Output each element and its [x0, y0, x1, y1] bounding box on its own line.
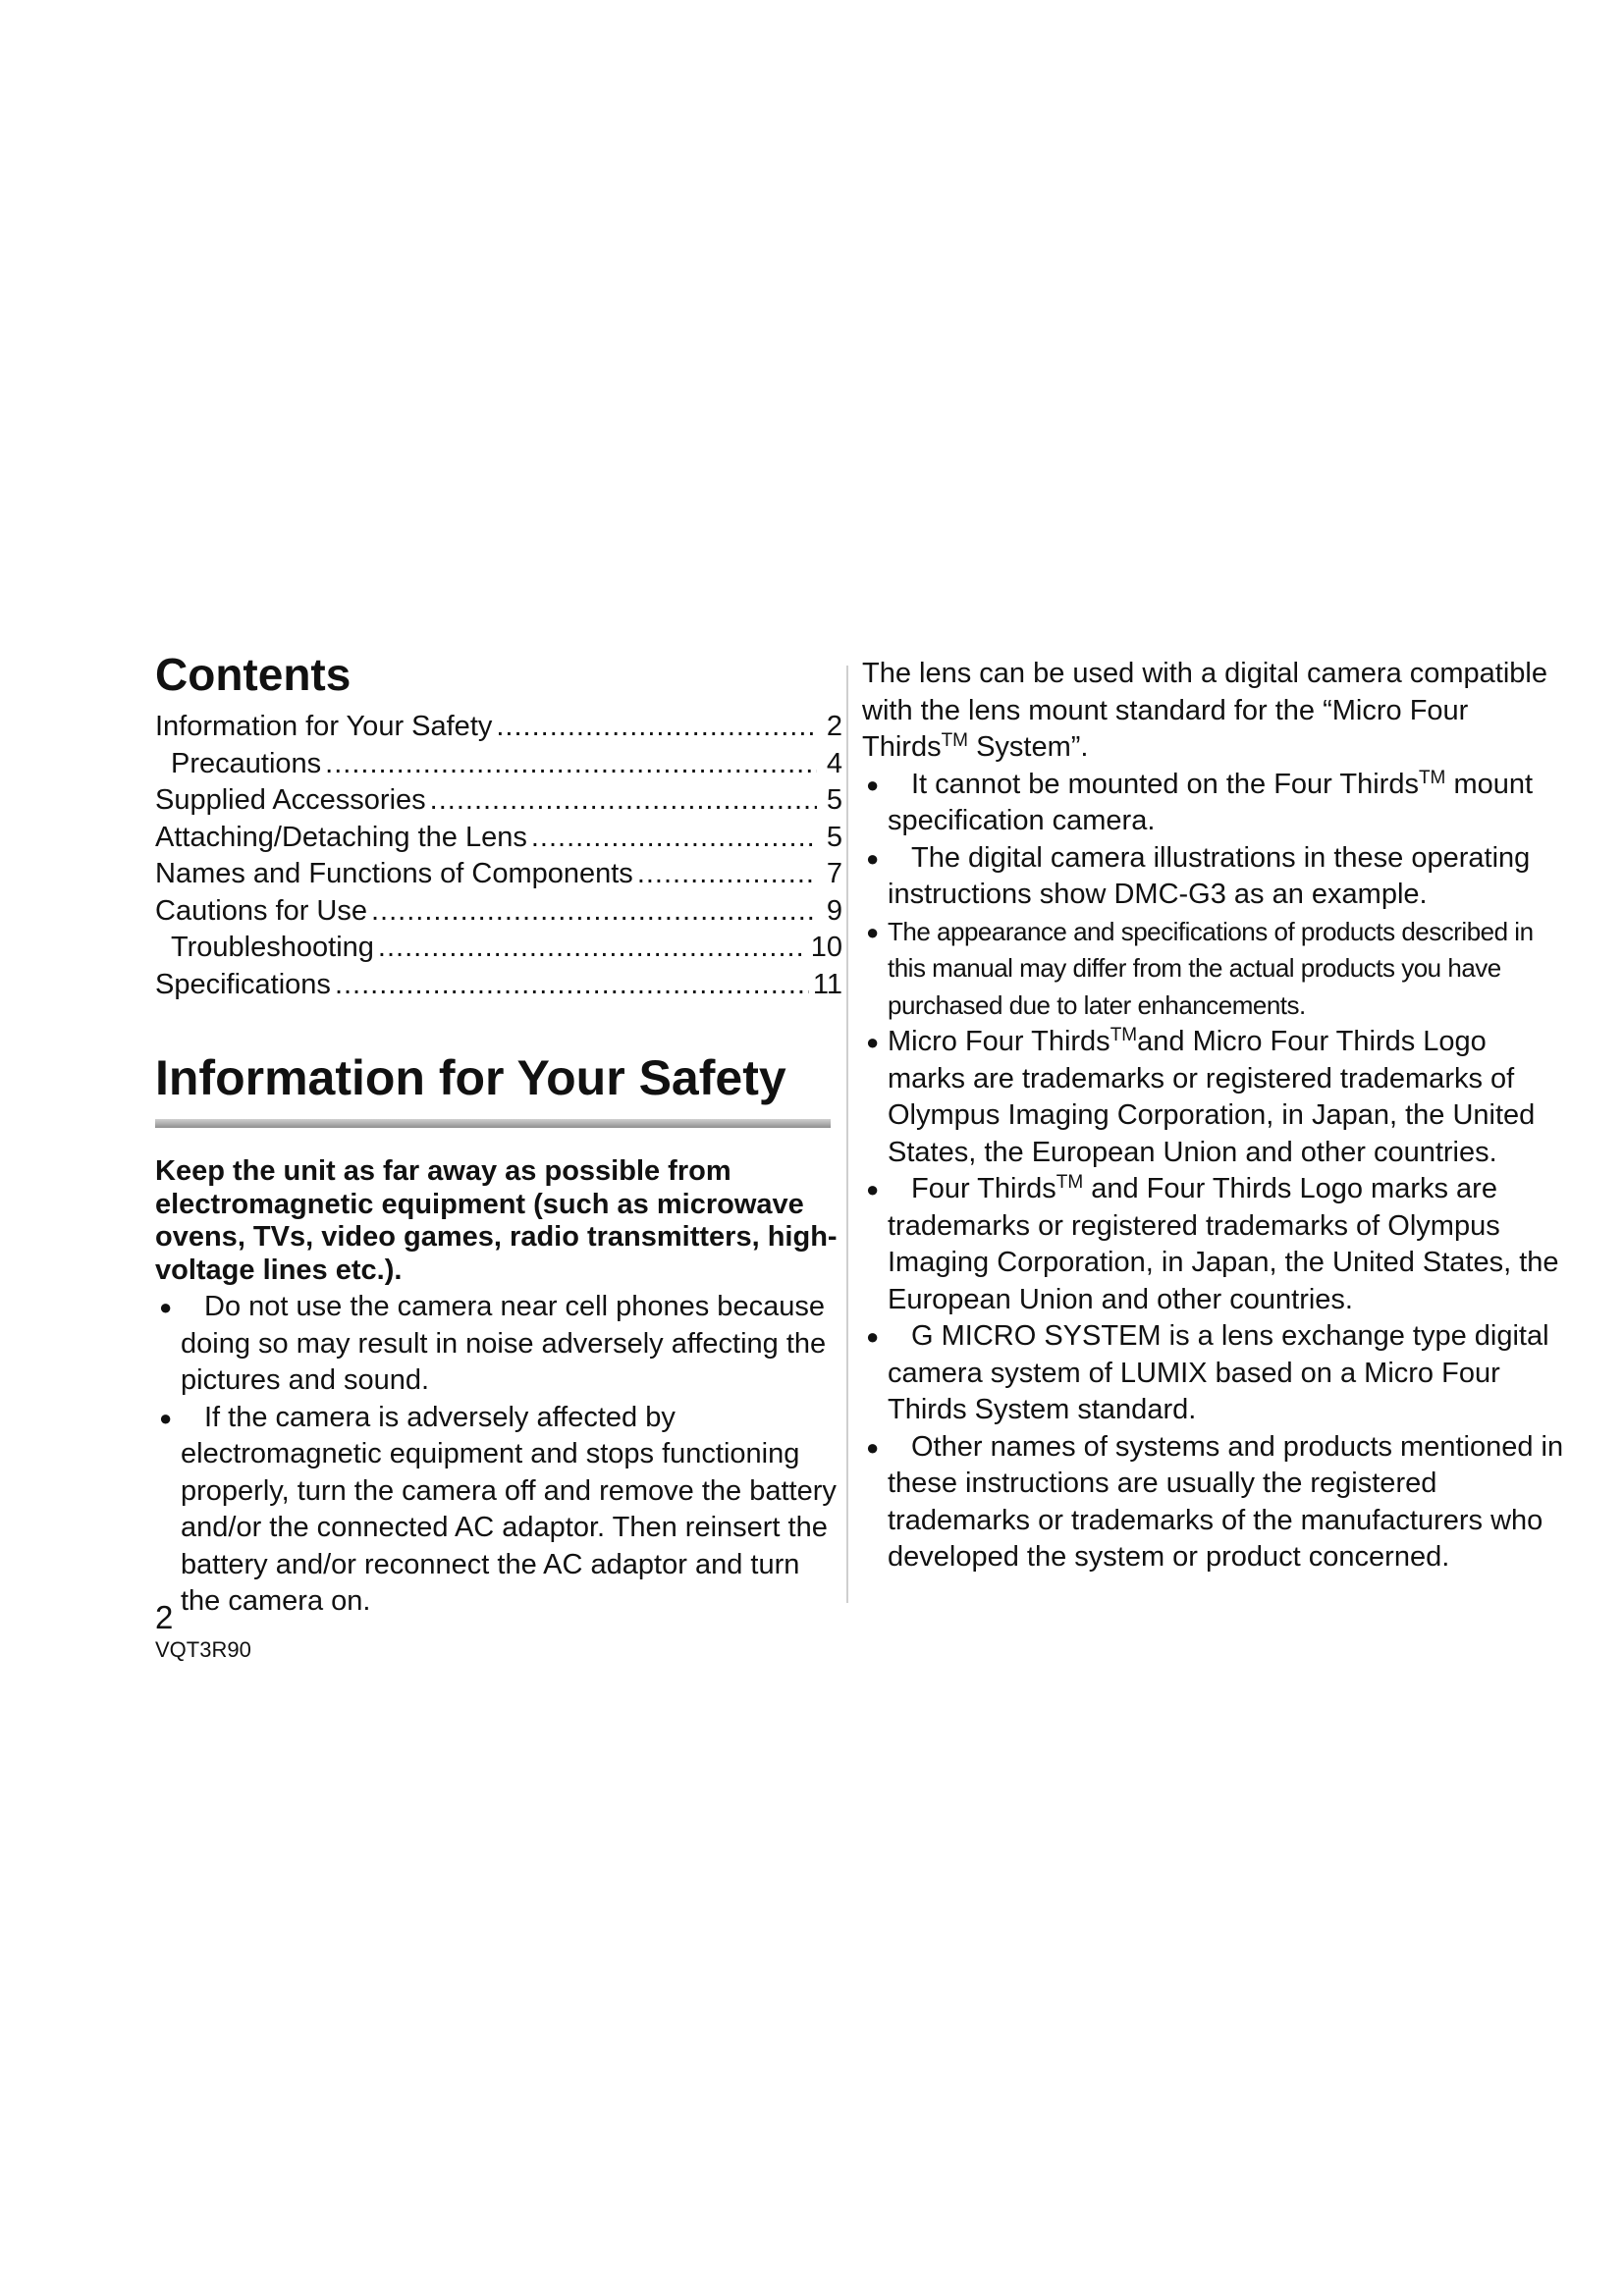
list-item: ● It cannot be mounted on the Four Thirds™ mount specification camera. — [866, 767, 1534, 836]
toc-item-supplied-accessories[interactable] — [155, 782, 842, 820]
bullet-icon: ● — [866, 1324, 880, 1349]
toc-label: Attaching/Detaching the Lens — [155, 821, 527, 853]
toc-label: Names and Functions of Components — [155, 858, 633, 889]
toc-leader-dots — [496, 709, 817, 746]
bullet-icon: ● — [866, 1030, 880, 1054]
lens-compatibility-intro: The lens can be used with a digital camera compatible with the lens mount standard for the “Micro Four Thirds™ System”. — [862, 658, 1547, 763]
trademark-mark: TM — [941, 730, 969, 751]
toc-label: Troubleshooting — [171, 932, 374, 963]
toc-item-precautions[interactable] — [155, 746, 842, 783]
toc-item-names-and-functions[interactable] — [155, 856, 842, 893]
toc-item-cautions-for-use[interactable] — [155, 893, 842, 931]
toc-label: Specifications — [155, 968, 331, 1000]
toc-leader-dots — [378, 930, 807, 967]
list-item: ● Four Thirds™ and Four Thirds Logo marks are trademarks or registered trademarks of Olympus Imaging Corporation, in Japan, the United States, the European Union and other countries. — [866, 1172, 1559, 1315]
toc-page-number: 4 — [826, 747, 842, 779]
document-code: VQT3R90 — [155, 1637, 251, 1662]
trademark-mark: TM — [1056, 1172, 1084, 1193]
toc-page-number: 10 — [810, 932, 842, 963]
toc-leader-dots — [325, 746, 817, 783]
toc-leader-dots — [430, 782, 817, 820]
left-column — [155, 648, 842, 1621]
toc-page-number: 7 — [826, 858, 842, 889]
list-item: ● Do not use the camera near cell phones because doing so may result in noise adversely affecting the pictures and sound. — [159, 1291, 827, 1396]
list-item: ● The appearance and specifications of products described in this manual may differ from the actual products you have purchased due to later enhancements. — [862, 914, 1565, 1025]
toc-leader-dots — [371, 893, 817, 931]
toc-label: Supplied Accessories — [155, 784, 426, 816]
bullet-icon: ● — [866, 845, 880, 871]
safety-bullet-list — [155, 1289, 842, 1621]
bullet-icon: ● — [866, 1177, 880, 1201]
bullet-icon: ● — [866, 1434, 880, 1460]
list-item: ● If the camera is adversely affected by electromagnetic equipment and stops functioning properly, turn the camera off and remove the battery and/or the connected AC adaptor. Then reinsert the battery and/or reconnect the AC adaptor and turn the camera on. — [159, 1401, 837, 1617]
bullet-icon: ● — [159, 1405, 173, 1430]
toc-leader-dots — [637, 856, 817, 893]
safety-warning: Keep the unit as far away as possible from electromagnetic equipment (such as microwave ovens, TVs, video games, radio transmitters, high-voltage lines etc.). — [155, 1155, 838, 1286]
toc-item-specifications[interactable] — [155, 967, 842, 1004]
list-item: ● Micro Four Thirds™and Micro Four Thirds Logo marks are trademarks or registered trademarks of Olympus Imaging Corporation, in Japan, the United States, the European Union and other countries. — [866, 1025, 1536, 1168]
bullet-icon: ● — [159, 1295, 173, 1319]
column-divider — [846, 666, 848, 1603]
table-of-contents — [155, 709, 842, 1003]
toc-leader-dots — [531, 820, 817, 857]
trademark-mark: TM — [1110, 1025, 1138, 1045]
section-divider — [155, 1119, 831, 1128]
toc-page-number: 5 — [826, 821, 842, 853]
contents-title: Contents — [155, 649, 352, 700]
toc-item-information-for-your-safety[interactable] — [155, 709, 842, 746]
toc-page-number: 9 — [826, 894, 842, 927]
list-item: ● G MICRO SYSTEM is a lens exchange type digital camera system of LUMIX based on a Micro Four Thirds System standard. — [866, 1320, 1549, 1425]
trademark-mark: TM — [1418, 767, 1446, 788]
list-item: ● Other names of systems and products mentioned in these instructions are usually the registered trademarks or trademarks of the manufacturers who developed the system or product concerned. — [866, 1430, 1564, 1573]
safety-section-title: Information for Your Safety — [155, 1050, 786, 1105]
toc-label: Cautions for Use — [155, 894, 367, 927]
right-column — [862, 656, 1565, 1576]
toc-item-troubleshooting[interactable] — [155, 930, 842, 967]
toc-leader-dots — [335, 967, 809, 1004]
toc-label: Precautions — [171, 747, 322, 779]
bullet-icon: ● — [866, 919, 879, 944]
toc-page-number: 11 — [812, 968, 842, 1000]
page-number: 2 — [155, 1599, 174, 1635]
toc-page-number: 2 — [826, 711, 842, 742]
bullet-icon: ● — [866, 772, 880, 797]
toc-page-number: 5 — [826, 784, 842, 816]
list-item: ● The digital camera illustrations in these operating instructions show DMC-G3 as an example. — [866, 841, 1531, 910]
toc-label: Information for Your Safety — [155, 711, 493, 742]
toc-item-attaching-detaching-lens[interactable] — [155, 820, 842, 857]
